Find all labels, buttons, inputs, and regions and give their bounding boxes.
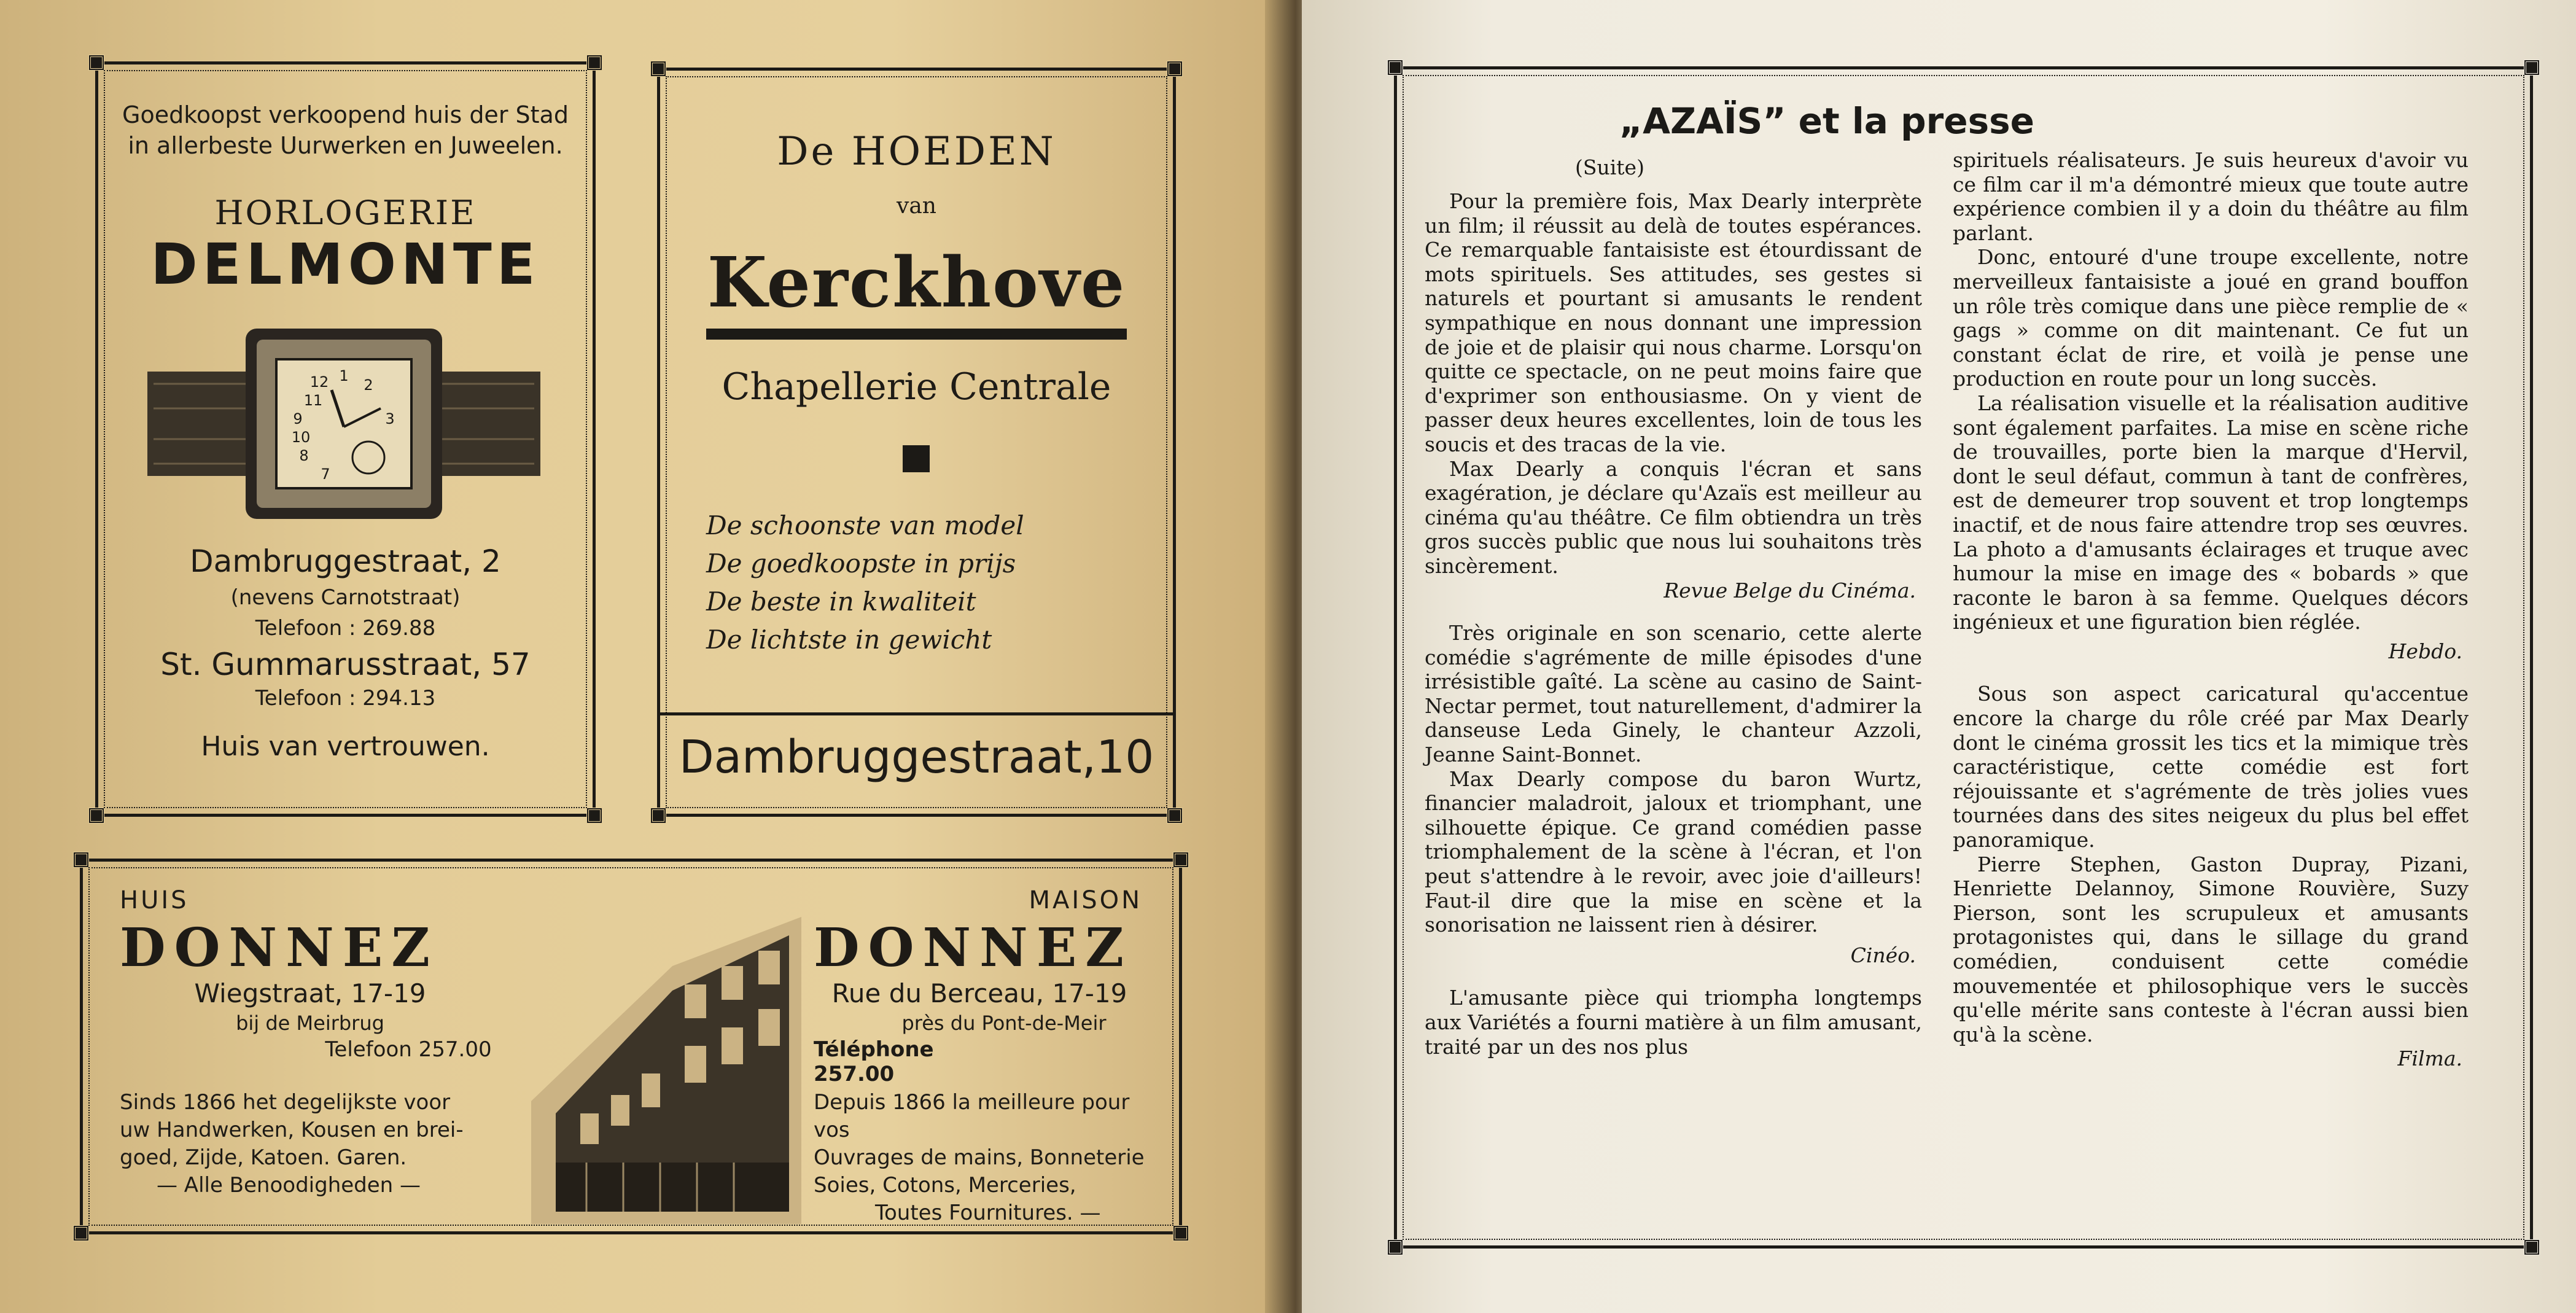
kerckhove-address: Dambruggestraat,10 [679, 731, 1154, 784]
paragraph: Pour la première fois, Max Dearly interprète un film; il réussit au delà de toutes espérances. Ce remarquable fantaisiste est étourdissant de mots spirituels. Ses attitudes, ses gestes si naturels et pourtant si amusants le rendent sympathique en nous donnant une impression de joie et de plaisir qui nous charme. Lorsqu'on quitte ce spectacle, on ne peut moins faire que d'exprimer son enthousiasme. On y vient de passer deux heures excellentes, loin de tous les soucis et des tracas de la vie. [1425, 189, 1922, 456]
donnez-right-line: Ouvrages de mains, Bonneterie [814, 1145, 1145, 1170]
paragraph: Max Dearly a conquis l'écran et sans exagération, je déclare qu'Azaïs est meilleur au cinéma qu'au théâtre. Ce film obtiendra un très gros succès public que nous lui souhaitons très sincèrement. [1425, 456, 1922, 578]
donnez-left-near: bij de Meirbrug [236, 1011, 384, 1035]
donnez-right-line: Depuis 1866 la meilleure pour vos [814, 1090, 1130, 1142]
delmonte-address-1: Dambruggestraat, 2 [190, 544, 501, 579]
donnez-left-house: HUIS [120, 886, 189, 914]
donnez-right-name: DONNEZ [814, 917, 1133, 979]
delmonte-ad [95, 61, 596, 817]
kerckhove-ad [657, 68, 1176, 817]
left-page [0, 0, 1271, 1313]
donnez-left-line: uw Handwerken, Kousen en brei- [120, 1118, 464, 1142]
paragraph: spirituels réalisateurs. Je suis heureux d'avoir vu ce film car il m'a démontré mieux que toute autre expérience combien il y a doin du théâtre au film parlant. [1953, 148, 2469, 245]
svg-text:3: 3 [385, 410, 395, 427]
delmonte-phone-1: Telefoon : 269.88 [255, 616, 436, 641]
donnez-left-line: — Alle Benoodigheden — [157, 1173, 421, 1198]
review-source: Revue Belge du Cinéma. [1664, 578, 1916, 602]
article-title: „AZAÏS” et la presse [1619, 100, 2034, 142]
donnez-left-line: Sinds 1866 het degelijkste voor [120, 1090, 451, 1115]
donnez-left-phone: Telefoon 257.00 [325, 1037, 492, 1062]
paragraph: Donc, entouré d'une troupe excellente, notre merveilleux fantaisiste a joué en grand bouffon un rôle très comique dans une pièce remplie de « gags » comme on dit maintenant. Ce fut un constant éclat de rire, et voilà je pense une production en route pour un long succès. [1953, 245, 2469, 391]
svg-text:11: 11 [303, 392, 323, 409]
article-column-right [1953, 148, 2469, 1071]
kerckhove-name: Kerckhove [707, 243, 1126, 323]
donnez-left-name: DONNEZ [120, 917, 439, 979]
kerckhove-square [903, 445, 930, 472]
svg-text:7: 7 [321, 466, 330, 483]
delmonte-slogan-1: Goedkoopst verkoopend huis der Stad [122, 101, 569, 128]
review-source: Hebdo. [2388, 639, 2462, 663]
svg-text:10: 10 [291, 429, 311, 446]
paragraph: L'amusante pièce qui triompha longtemps aux Variétés a fourni matière à un film amusant, traité par un des nos plus [1425, 986, 1922, 1059]
donnez-right-address: Rue du Berceau, 17-19 [831, 978, 1127, 1008]
wristwatch-illustration [147, 322, 540, 525]
svg-text:8: 8 [299, 447, 309, 464]
svg-text:2: 2 [364, 376, 373, 394]
delmonte-tagline: Huis van vertrouwen. [201, 731, 490, 762]
donnez-left-line: goed, Zijde, Katoen. Garen. [120, 1145, 407, 1170]
paragraph: La réalisation visuelle et la réalisation auditive sont également parfaites. La mise en scène riche de trouvailles, porte bien la marque d'Hervil, dont le seul défaut, commun à tant de confrères, est de demeurer trop souvent et trop longtemps inactif, et de nous faire attendre trop ses œuvres. La photo a d'amusants éclairages et truque avec humour la mise en image des « bobards » que raconte le baron à sa femme. Quelques décors ingénieux et une figuration bien réglée. [1953, 391, 2469, 634]
delmonte-name: DELMONTE [150, 232, 540, 297]
article-subtitle: (Suite) [1575, 155, 1644, 179]
svg-text:1: 1 [339, 367, 349, 384]
donnez-left-address: Wiegstraat, 17-19 [194, 978, 426, 1008]
donnez-right-phone: Téléphone 257.00 [814, 1037, 934, 1086]
donnez-right-line: Toutes Fournitures. — [875, 1201, 1101, 1225]
kerckhove-claim: De lichtste in gewicht [706, 625, 992, 655]
right-page [1302, 0, 2576, 1313]
donnez-right-near: près du Pont-de-Meir [901, 1011, 1107, 1035]
paragraph: Sous son aspect caricatural qu'accentue encore la charge du rôle créé par Max Dearly dont le cinéma grossit les tics et la mimique très caractéristique, cette comédie est fort réjouissante et s'agrémente de très jolies vues tournées dans des sites neigeux du plus bel effet panoramique. [1953, 682, 2469, 852]
kerckhove-claim: De schoonste van model [706, 510, 1024, 540]
delmonte-address-1-note: (nevens Carnotstraat) [230, 585, 461, 610]
donnez-left-text [120, 1089, 537, 1199]
review-source: Filma. [2397, 1046, 2462, 1071]
donnez-right-line: Soies, Cotons, Merceries, [814, 1173, 1076, 1198]
article-column-left [1425, 189, 1922, 1059]
delmonte-phone-2: Telefoon : 294.13 [255, 686, 436, 711]
paragraph: Max Dearly compose du baron Wurtz, financier maladroit, jaloux et triomphant, une silhouette épique. Ce grand comédien passe triomphalement de la scène à l'écran, et l'on peut s'attendre à le revoir, avec joie d'ailleurs! Faut-il dire que la mise en scène et la sonorisation ne laissent rien à désirer. [1425, 766, 1922, 937]
svg-text:9: 9 [293, 410, 303, 427]
donnez-right-house: MAISON [1029, 886, 1142, 914]
delmonte-address-2: St. Gummarusstraat, 57 [160, 647, 531, 682]
kerckhove-rule [706, 329, 1127, 340]
donnez-right-text [814, 1089, 1170, 1227]
kerckhove-line-2: van [897, 193, 936, 219]
kerckhove-claims [706, 507, 1136, 659]
article-frame [1394, 66, 2533, 1249]
kerckhove-line-1: De HOEDEN [777, 129, 1056, 174]
svg-text:12: 12 [309, 373, 329, 391]
paragraph: Très originale en son scenario, cette alerte comédie s'agrémente de mille épisodes d'une irrésistible gaîté. La scène au casino de Saint-Nectar permet, tout naturellement, d'admirer la danseuse Leda Ginely, le chanteur Azzoli, Jeanne Saint-Bonnet. [1425, 621, 1922, 767]
kerckhove-divider [660, 712, 1173, 715]
store-building-illustration [531, 917, 801, 1224]
kerckhove-claim: De goedkoopste in prijs [706, 548, 1016, 579]
kerckhove-claim: De beste in kwaliteit [706, 586, 976, 617]
review-source: Cinéo. [1850, 943, 1916, 967]
donnez-ad [80, 859, 1182, 1234]
delmonte-business: HORLOGERIE [214, 193, 477, 232]
paragraph: Pierre Stephen, Gaston Dupray, Pizani, Henriette Delannoy, Simone Rouvière, Suzy Pierson, sont les scrupuleux et amusants protagonistes qui, dans le sillage du grand comédien, conduisent cette comédie mouvementée et philosophique vers le succès qu'elle mérite sans conteste à l'écran aussi bien qu'à la scène. [1953, 852, 2469, 1046]
kerckhove-business: Chapellerie Centrale [722, 365, 1111, 408]
delmonte-slogan-2: in allerbeste Uurwerken en Juweelen. [128, 132, 563, 159]
